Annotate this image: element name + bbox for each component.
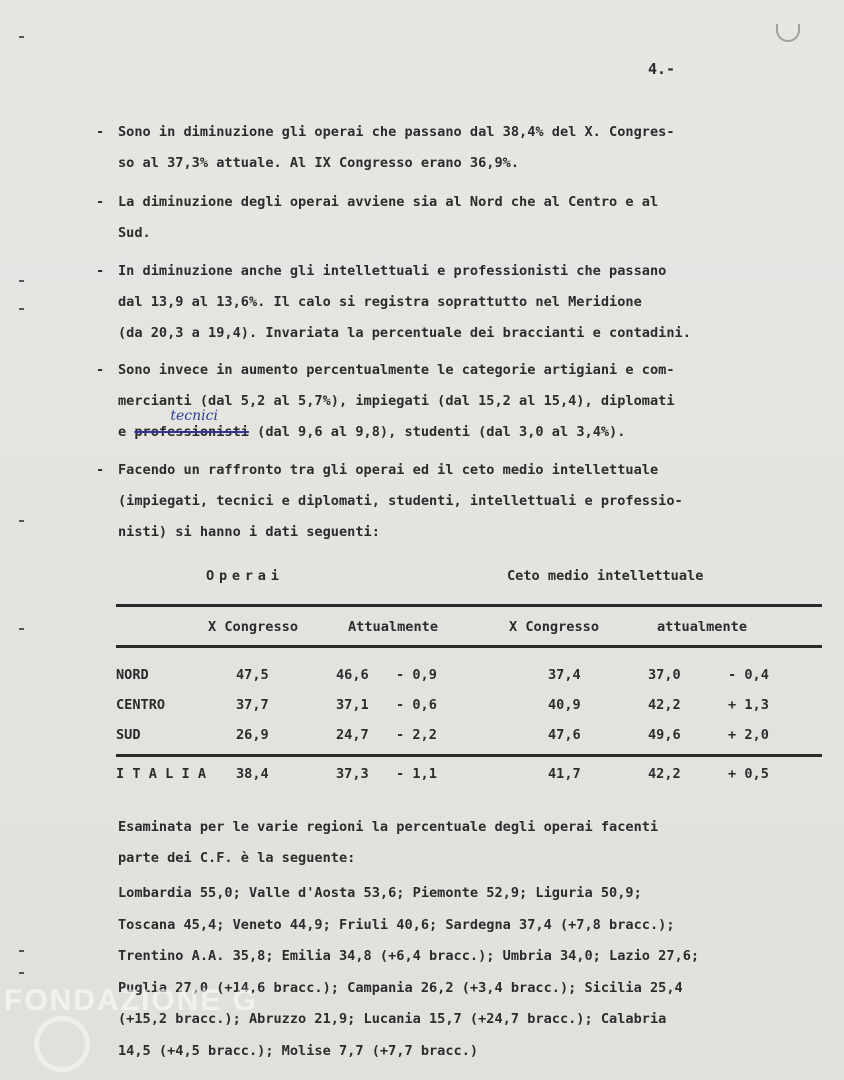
- text-line: (da 20,3 a 19,4). Invariata la percentuale dei braccianti e contadini.: [118, 325, 691, 341]
- table-cell: 38,4: [236, 766, 269, 782]
- bullet-item: [96, 455, 683, 548]
- text-line: (+15,2 bracc.); Abruzzo 21,9; Lucania 15,7 (+24,7 bracc.); Calabria: [118, 1011, 667, 1027]
- table-rule: [116, 604, 822, 607]
- margin-mark: [19, 972, 24, 974]
- text-line: so al 37,3% attuale. Al IX Congresso erano 36,9%.: [118, 155, 520, 171]
- row-label: SUD: [116, 727, 141, 743]
- text-line: nisti) si hanno i dati seguenti:: [118, 524, 380, 540]
- column-header: X Congresso: [509, 619, 600, 635]
- table-cell: 49,6: [648, 727, 681, 743]
- text-line: parte dei C.F. è la seguente:: [118, 850, 356, 866]
- text-line: La diminuzione degli operai avviene sia al Nord che al Centro e al: [118, 194, 659, 210]
- text-line: 14,5 (+4,5 bracc.); Molise 7,7 (+7,7 bracc.): [118, 1042, 479, 1059]
- watermark: FONDAZIONE G: [4, 984, 258, 1017]
- column-header: Attualmente: [348, 619, 439, 635]
- table-cell: - 0,9: [396, 667, 437, 683]
- region-percentages: [118, 878, 699, 1067]
- table-cell: 47,6: [548, 727, 581, 743]
- text-line: dal 13,9 al 13,6%. Il calo si registra soprattutto nel Meridione: [118, 294, 642, 310]
- table-cell: + 0,5: [728, 766, 769, 782]
- table-cell: + 2,0: [728, 727, 769, 743]
- text-line: Trentino A.A. 35,8; Emilia 34,8 (+6,4 bracc.); Umbria 34,0; Lazio 27,6;: [118, 948, 700, 964]
- margin-mark: [19, 36, 24, 38]
- margin-mark: [19, 628, 24, 630]
- text-line: Esaminata per le varie regioni la percentuale degli operai facenti: [118, 819, 659, 835]
- text-line-with-correction: [96, 408, 675, 448]
- text-line: Toscana 45,4; Veneto 44,9; Friuli 40,6; Sardegna 37,4 (+7,8 bracc.);: [118, 916, 675, 933]
- bullet-dash: -: [96, 124, 105, 140]
- row-label: CENTRO: [116, 697, 166, 713]
- margin-mark: [19, 280, 24, 282]
- text-line: Sono in diminuzione gli operai che passano dal 38,4% del X. Congres-: [118, 124, 675, 140]
- table-cell: - 2,2: [396, 727, 437, 743]
- text-line: In diminuzione anche gli intellettuali e professionisti che passano: [118, 263, 667, 279]
- margin-mark: [19, 308, 24, 310]
- text-line: (impiegati, tecnici e diplomati, studenti, intellettuali e professio-: [118, 493, 683, 509]
- column-header: attualmente: [657, 619, 748, 635]
- group-header-operai: Operai: [206, 568, 284, 584]
- bullet-item: [96, 117, 675, 179]
- table-cell: - 0,6: [396, 697, 437, 713]
- table-cell: 46,6: [336, 667, 369, 683]
- table-cell: 37,4: [548, 667, 581, 683]
- text-line: Sud.: [118, 225, 151, 241]
- table-cell: + 1,3: [728, 697, 769, 713]
- table-cell: 40,9: [548, 697, 581, 713]
- struck-word: professionisti: [134, 424, 249, 440]
- text-fragment: (dal 9,6 al 9,8), studenti (dal 3,0 al 3,4%).: [257, 424, 626, 440]
- table-cell: 41,7: [548, 766, 581, 782]
- bullet-dash: -: [96, 263, 105, 279]
- table-cell: 37,7: [236, 697, 269, 713]
- text-line: mercianti (dal 5,2 al 5,7%), impiegati (dal 15,2 al 15,4), diplomati: [118, 393, 675, 409]
- margin-mark: [19, 950, 24, 952]
- text-line: Puglia 27,0 (+14,6 bracc.); Campania 26,2 (+3,4 bracc.); Sicilia 25,4: [118, 979, 683, 996]
- bullet-dash: -: [96, 194, 105, 210]
- table-cell: 24,7: [336, 727, 369, 743]
- paragraph: [118, 812, 658, 874]
- group-header-ceto: Ceto medio intellettuale: [507, 568, 704, 584]
- table-cell: 37,0: [648, 667, 681, 683]
- table-cell: 26,9: [236, 727, 269, 743]
- text-fragment: e: [118, 424, 127, 440]
- table-cell: - 1,1: [396, 766, 437, 782]
- row-label: NORD: [116, 667, 149, 683]
- page-number: 4.-: [648, 60, 676, 78]
- handwritten-correction: [134, 408, 249, 448]
- corner-mark: [776, 24, 800, 42]
- table-cell: - 0,4: [728, 667, 769, 683]
- bullet-item: [96, 256, 691, 349]
- text-line: Sono invece in aumento percentualmente le categorie artigiani e com-: [118, 362, 675, 378]
- handwritten-word: tecnici: [170, 408, 218, 424]
- table-rule: [116, 754, 822, 757]
- table-cell: 37,3: [336, 766, 369, 782]
- bullet-item: [96, 187, 658, 249]
- margin-mark: [19, 520, 24, 522]
- bullet-dash: -: [96, 462, 105, 478]
- column-header: X Congresso: [208, 619, 299, 635]
- table-cell: 42,2: [648, 766, 681, 782]
- total-label: I T A L I A: [116, 766, 207, 782]
- bullet-item: [96, 355, 675, 448]
- watermark-logo: [34, 1016, 90, 1072]
- table-rule: [116, 645, 822, 648]
- text-line: Lombardia 55,0; Valle d'Aosta 53,6; Piemonte 52,9; Liguria 50,9;: [118, 885, 642, 901]
- text-line: Facendo un raffronto tra gli operai ed il ceto medio intellettuale: [118, 462, 659, 478]
- bullet-dash: -: [96, 362, 105, 378]
- table-cell: 42,2: [648, 697, 681, 713]
- table-cell: 37,1: [336, 697, 369, 713]
- table-cell: 47,5: [236, 667, 269, 683]
